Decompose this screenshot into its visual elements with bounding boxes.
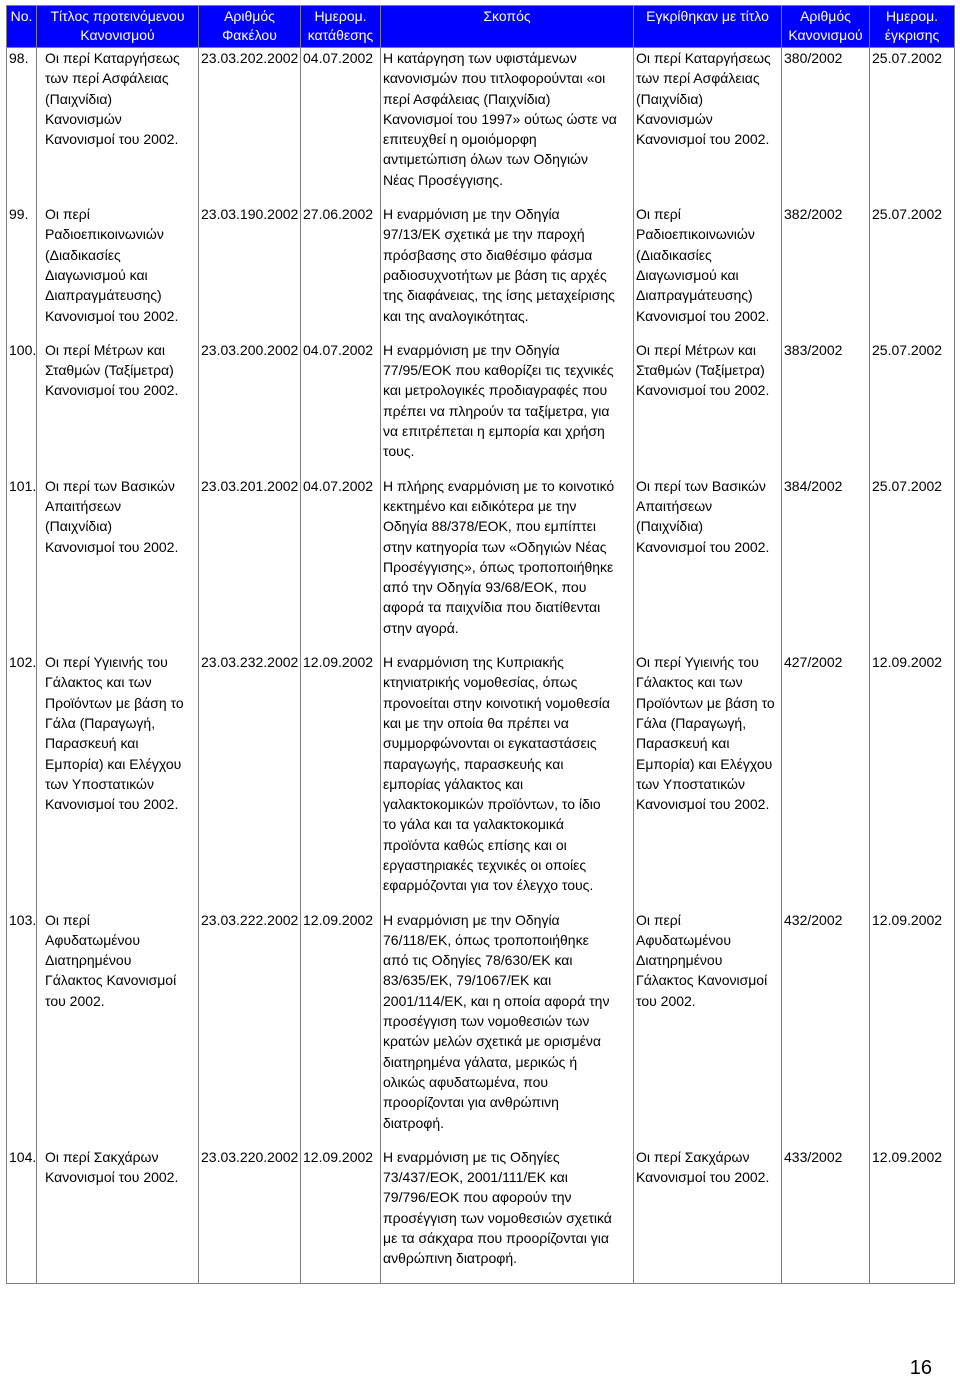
table-row: [7, 340, 955, 476]
cell-no: 102.: [7, 652, 37, 910]
cell-approved-title: Οι περί Ραδιοεπικοινωνιών (Διαδικασίες Διαγωνισμού και Διαπραγμάτευσης) Κανονισμοί του 2002.: [634, 204, 782, 340]
cell-regulation-number: 384/2002: [782, 476, 870, 652]
cell-date-approved: 25.07.2002: [870, 204, 955, 340]
header-no: No.: [7, 6, 37, 48]
cell-purpose: Η εναρμόνιση με την Οδηγία 76/118/ΕΚ, όπως τροποποιήθηκε από τις Οδηγίες 78/630/ΕΚ και 83/635/ΕΚ, 79/1067/ΕΚ και 2001/114/ΕΚ, και η οποία αφορά την προσέγγιση των νομοθεσιών των κρατών μελών σχετικά με ορισμένα διατηρημένα γάλατα, μερικώς ή ολικώς αφυδατωμένα, που προορίζονται για ανθρώπινη διατροφή.: [381, 910, 634, 1147]
table-header-row: [7, 6, 955, 48]
cell-file-number: 23.03.232.2002: [199, 652, 301, 910]
cell-date-filed: 12.09.2002: [301, 652, 381, 910]
cell-file-number: 23.03.190.2002: [199, 204, 301, 340]
cell-approved-title: Οι περί Αφυδατωμένου Διατηρημένου Γάλακτος Κανονισμοί του 2002.: [634, 910, 782, 1147]
cell-no: 98.: [7, 48, 37, 205]
cell-proposed-title: Οι περί Αφυδατωμένου Διατηρημένου Γάλακτος Κανονισμοί του 2002.: [37, 910, 199, 1147]
cell-date-filed: 04.07.2002: [301, 476, 381, 652]
cell-no: 100.: [7, 340, 37, 476]
cell-purpose: Η εναρμόνιση με την Οδηγία 97/13/ΕΚ σχετικά με την παροχή πρόσβασης στο διαθέσιμο φάσμα ραδιοσυχνοτήτων με βάση τις αρχές της διαφάνειας, της ίσης μεταχείρισης και της αναλογικότητας.: [381, 204, 634, 340]
cell-file-number: 23.03.202.2002: [199, 48, 301, 205]
table-row: [7, 476, 955, 652]
cell-purpose: Η εναρμόνιση της Κυπριακής κτηνιατρικής νομοθεσίας, όπως προνοείται στην κοινοτική νομοθεσία και με την οποία θα πρέπει να συμμορφώνονται οι εγκαταστάσεις παραγωγής, παρασκευής και εμπορίας γάλακτος και γαλακτοκομικών προϊόντων, το ίδιο το γάλα και τα γαλακτοκομικά προϊόντα καθώς επίσης και οι εργαστηριακές τεχνικές οι οποίες εφαρμόζονται για τον έλεγχο τους.: [381, 652, 634, 910]
header-date-filed: Ημερομ. κατάθεσης: [301, 6, 381, 48]
header-purpose: Σκοπός: [381, 6, 634, 48]
cell-proposed-title: Οι περί Σακχάρων Κανονισμοί του 2002.: [37, 1147, 199, 1283]
cell-no: 103.: [7, 910, 37, 1147]
cell-date-approved: 25.07.2002: [870, 48, 955, 205]
cell-no: 101.: [7, 476, 37, 652]
cell-file-number: 23.03.222.2002: [199, 910, 301, 1147]
table-row: [7, 204, 955, 340]
cell-proposed-title: Οι περί Υγιεινής του Γάλακτος και των Προϊόντων με βάση το Γάλα (Παραγωγή, Παρασκευή και Εμπορία) και Ελέγχου των Υποστατικών Κανονισμοί του 2002.: [37, 652, 199, 910]
cell-file-number: 23.03.201.2002: [199, 476, 301, 652]
header-reg-no: Αριθμός Κανονισμού: [782, 6, 870, 48]
header-title: Τίτλος προτεινόμενου Κανονισμού: [37, 6, 199, 48]
cell-regulation-number: 432/2002: [782, 910, 870, 1147]
cell-purpose: Η εναρμόνιση με τις Οδηγίες 73/437/ΕΟΚ, 2001/111/ΕΚ και 79/796/ΕΟΚ που αφορούν την προσέγγιση των νομοθεσιών σχετικά με τα σάκχαρα που προορίζονται για ανθρώπινη διατροφή.: [381, 1147, 634, 1283]
cell-regulation-number: 433/2002: [782, 1147, 870, 1283]
regulations-table: [6, 5, 955, 1284]
cell-approved-title: Οι περί Υγιεινής του Γάλακτος και των Προϊόντων με βάση το Γάλα (Παραγωγή, Παρασκευή και Εμπορία) και Ελέγχου των Υποστατικών Κανονισμοί του 2002.: [634, 652, 782, 910]
cell-date-filed: 04.07.2002: [301, 48, 381, 205]
cell-regulation-number: 382/2002: [782, 204, 870, 340]
table-row: [7, 1147, 955, 1283]
cell-proposed-title: Οι περί Ραδιοεπικοινωνιών (Διαδικασίες Διαγωνισμού και Διαπραγμάτευσης) Κανονισμοί του 2002.: [37, 204, 199, 340]
cell-approved-title: Οι περί των Βασικών Απαιτήσεων (Παιχνίδια) Κανονισμοί του 2002.: [634, 476, 782, 652]
cell-no: 104.: [7, 1147, 37, 1283]
cell-approved-title: Οι περί Σακχάρων Κανονισμοί του 2002.: [634, 1147, 782, 1283]
cell-date-filed: 12.09.2002: [301, 1147, 381, 1283]
cell-proposed-title: Οι περί των Βασικών Απαιτήσεων (Παιχνίδια) Κανονισμοί του 2002.: [37, 476, 199, 652]
cell-regulation-number: 427/2002: [782, 652, 870, 910]
cell-date-approved: 12.09.2002: [870, 910, 955, 1147]
table-row: [7, 652, 955, 910]
cell-purpose: Η πλήρης εναρμόνιση με το κοινοτικό κεκτημένο και ειδικότερα με την Οδηγία 88/378/ΕΟΚ, που εμπίπτει στην κατηγορία των «Οδηγιών Νέας Προσέγγισης», όπως τροποποιήθηκε από την Οδηγία 93/68/ΕΟΚ, που αφορά τα παιχνίδια που διατίθενται στην αγορά.: [381, 476, 634, 652]
cell-date-approved: 12.09.2002: [870, 652, 955, 910]
header-approved-title: Εγκρίθηκαν με τίτλο: [634, 6, 782, 48]
cell-purpose: Η κατάργηση των υφιστάμενων κανονισμών που τιτλοφορούνται «οι περί Ασφάλειας (Παιχνίδια) Κανονισμοί του 1997» ούτως ώστε να επιτευχθεί η ομοιόμορφη αντιμετώπιση όλων των Οδηγιών Νέας Προσέγγισης.: [381, 48, 634, 205]
table-row: [7, 48, 955, 205]
cell-file-number: 23.03.200.2002: [199, 340, 301, 476]
header-date-approved: Ημερομ. έγκρισης: [870, 6, 955, 48]
header-file: Αριθμός Φακέλου: [199, 6, 301, 48]
cell-no: 99.: [7, 204, 37, 340]
cell-file-number: 23.03.220.2002: [199, 1147, 301, 1283]
cell-date-filed: 27.06.2002: [301, 204, 381, 340]
cell-regulation-number: 380/2002: [782, 48, 870, 205]
cell-date-approved: 12.09.2002: [870, 1147, 955, 1283]
table-row: [7, 910, 955, 1147]
page-number: 16: [909, 1357, 932, 1379]
cell-date-approved: 25.07.2002: [870, 476, 955, 652]
cell-approved-title: Οι περί Καταργήσεως των περί Ασφάλειας (Παιχνίδια) Κανονισμών Κανονισμοί του 2002.: [634, 48, 782, 205]
cell-date-filed: 04.07.2002: [301, 340, 381, 476]
cell-approved-title: Οι περί Μέτρων και Σταθμών (Ταξίμετρα) Κανονισμοί του 2002.: [634, 340, 782, 476]
cell-proposed-title: Οι περί Μέτρων και Σταθμών (Ταξίμετρα) Κανονισμοί του 2002.: [37, 340, 199, 476]
cell-regulation-number: 383/2002: [782, 340, 870, 476]
cell-proposed-title: Οι περί Καταργήσεως των περί Ασφάλειας (Παιχνίδια) Κανονισμών Κανονισμοί του 2002.: [37, 48, 199, 205]
cell-date-approved: 25.07.2002: [870, 340, 955, 476]
cell-date-filed: 12.09.2002: [301, 910, 381, 1147]
cell-purpose: Η εναρμόνιση με την Οδηγία 77/95/ΕΟΚ που καθορίζει τις τεχνικές και μετρολογικές προδιαγραφές που πρέπει να πληρούν τα ταξίμετρα, για να επιτρέπεται η εμπορία και χρήση τους.: [381, 340, 634, 476]
